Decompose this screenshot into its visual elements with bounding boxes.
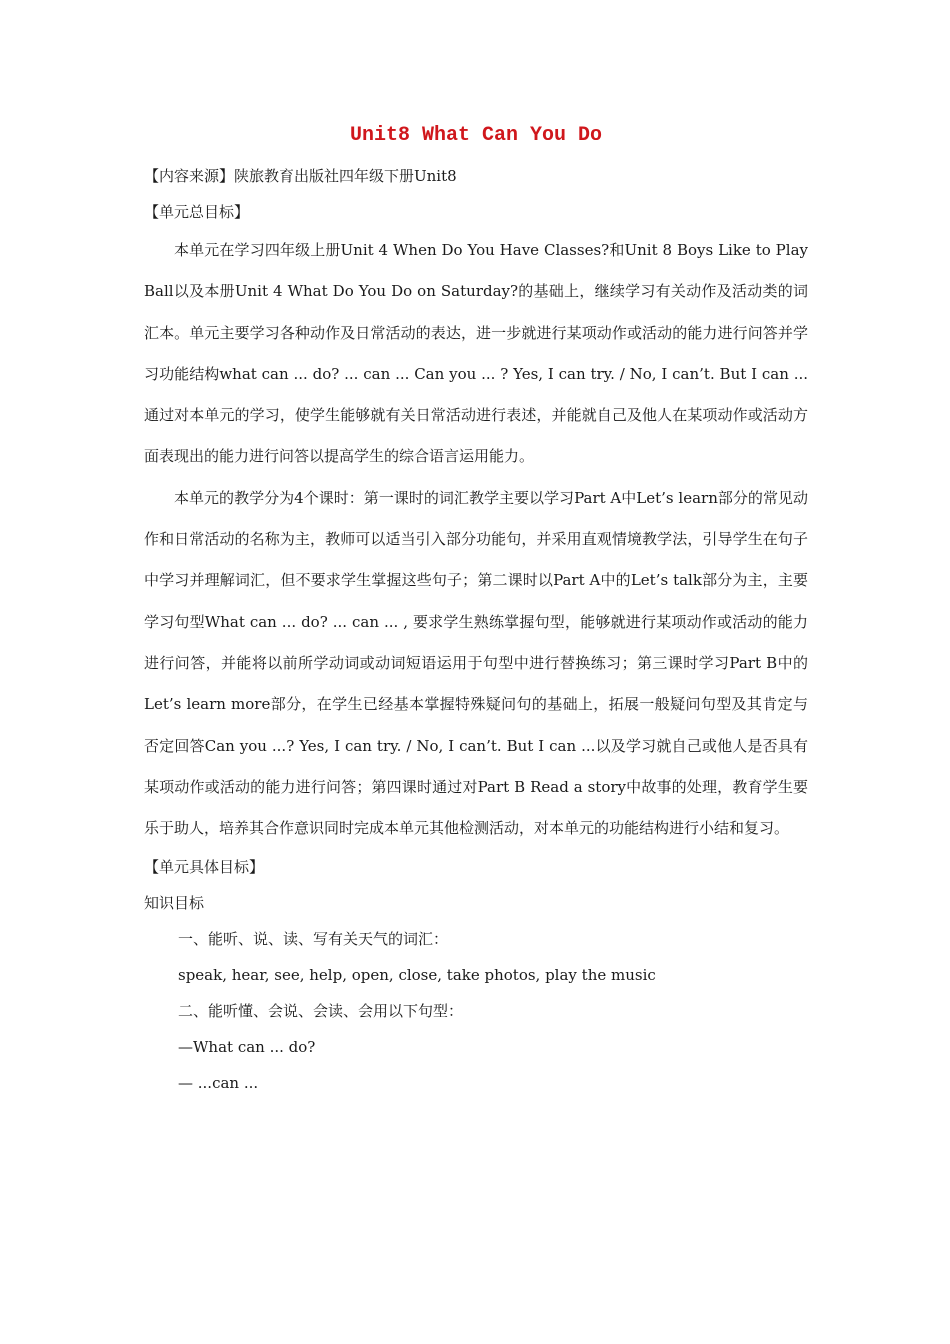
overall-goal-paragraph-2: 本单元的教学分为4个课时：第一课时的词汇教学主要以学习Part A中Let’s learn部分的常见动作和日常活动的名称为主，教师可以适当引入部分功能句，并采用直观情境教学法，引导学生在句子中学习并理解词汇，但不要求学生掌握这些句子；第二课时以Part A中的Let’s talk部分为主，主要学习句型What can ... do? ... can ... , 要求学生熟练掌握句型，能够就进行某项动作或活动的能力进行问答，并能将以前所学动词或动词短语运用于句型中进行替换练习；第三课时学习Part B中的Let’s learn more部分，在学生已经基本掌握特殊疑问句的基础上，拓展一般疑问句型及其肯定与否定回答Can you ...? Yes, I can try. / No, I can’t. But I can ...以及学习就自己或他人是否具有某项动作或活动的能力进行问答；第四课时通过对Part B Read a story中故事的处理，教育学生要乐于助人，培养其合作意识同时完成本单元其他检测活动，对本单元的功能结构进行小结和复习。 <box>144 488 808 838</box>
knowledge-item-1-label: 一、能听、说、读、写有关天气的词汇： <box>178 930 449 949</box>
sentence-pattern-question: —What can ... do? <box>178 1038 316 1057</box>
sentence-pattern-answer: — ...can ... <box>178 1074 259 1093</box>
knowledge-item-1-words: speak, hear, see, help, open, close, take photos, play the music <box>178 966 656 985</box>
document-page <box>144 118 808 1101</box>
overall-goal-paragraph-1: 本单元在学习四年级上册Unit 4 When Do You Have Classes?和Unit 8 Boys Like to Play Ball以及本册Unit 4 What Do You Do on Saturday?的基础上，继续学习有关动作及活动类的词汇本。单元主要学习各种动作及日常活动的表达，进一步就进行某项动作或活动的能力进行问答并学习功能结构what can ... do? ... can ... Can you ... ? Yes, I can try. / No, I can’t. But I can ... 通过对本单元的学习，使学生能够就有关日常活动进行表述，并能就自己及他人在某项动作或活动方面表现出的能力进行问答以提高学生的综合语言运用能力。 <box>144 241 808 466</box>
knowledge-item-2-label: 二、能听懂、会说、会读、会用以下句型： <box>178 1002 464 1021</box>
content-source-line: 【内容来源】陕旅教育出版社四年级下册Unit8 <box>144 167 457 185</box>
specific-goal-heading: 【单元具体目标】 <box>144 858 265 877</box>
knowledge-goal-heading: 知识目标 <box>144 894 205 913</box>
document-title: Unit8 What Can You Do <box>349 124 603 147</box>
overall-goal-heading: 【单元总目标】 <box>144 203 250 221</box>
